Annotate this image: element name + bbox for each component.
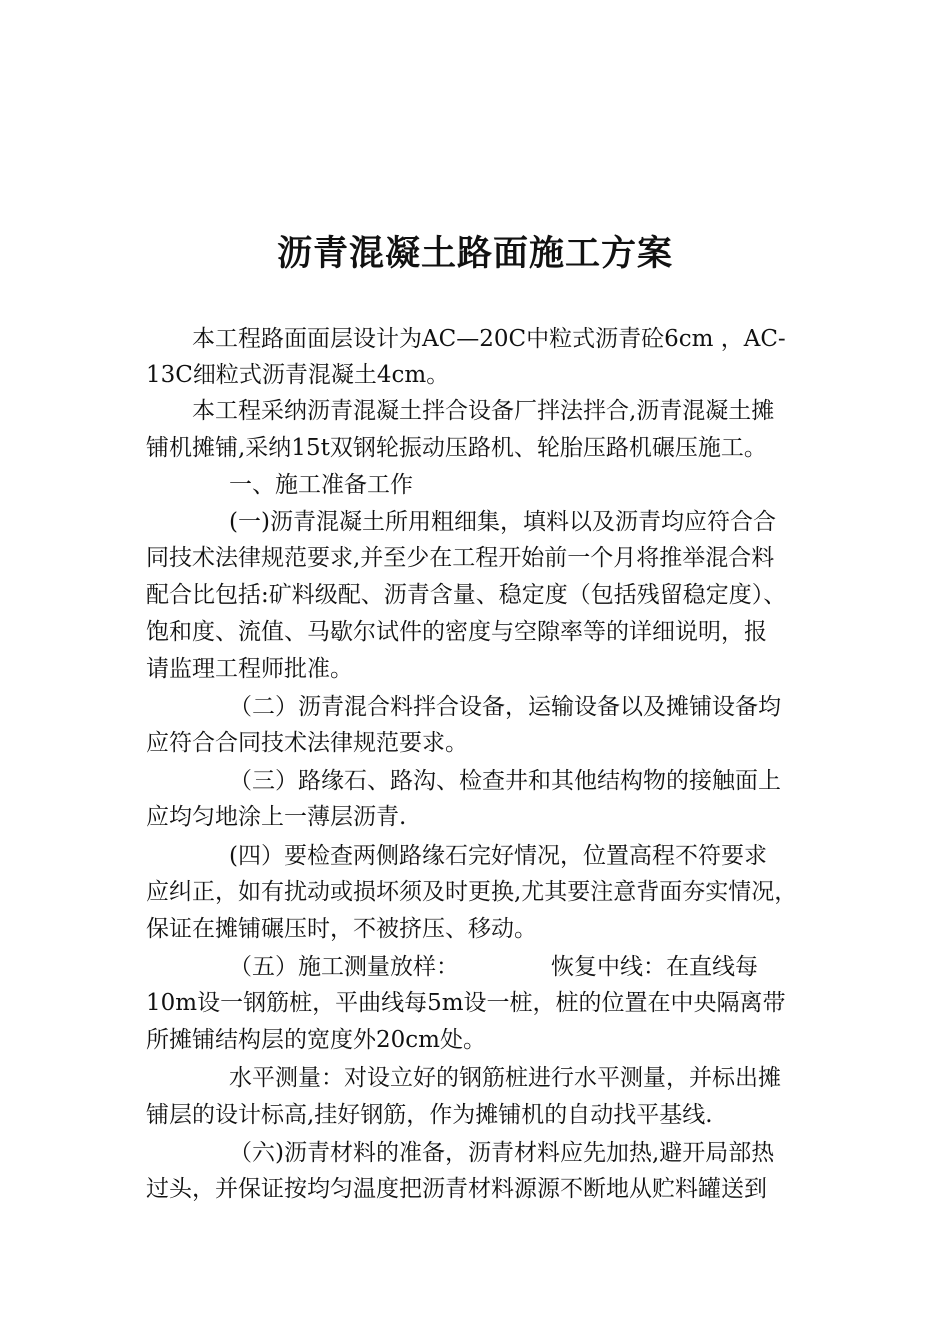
paragraph-line: 铺机摊铺,采纳15t双钢轮振动压路机、轮胎压路机碾压施工。 <box>146 435 767 461</box>
paragraph-line: 饱和度、流值、马歇尔试件的密度与空隙率等的详细说明，报 <box>146 619 767 645</box>
paragraph-line: （三）路缘石、路沟、检查井和其他结构物的接触面上 <box>229 768 781 794</box>
paragraph-line: 应均匀地涂上一薄层沥青. <box>146 804 407 830</box>
document-title: 沥青混凝土路面施工方案 <box>276 234 673 274</box>
paragraph-line: 13C细粒式沥青混凝土4cm。 <box>146 362 450 388</box>
paragraph-line: (一)沥青混凝土所用粗细集，填料以及沥青均应符合合 <box>229 509 776 535</box>
paragraph-line: 10m设一钢筋桩，平曲线每5m设一桩，桩的位置在中央隔离带 <box>146 990 786 1016</box>
paragraph-line: 本工程采纳沥青混凝土拌合设备厂拌法拌合,沥青混凝土摊 <box>192 398 775 424</box>
paragraph-line: 本工程路面面层设计为AC—20C中粒式沥青砼6cm ，AC- <box>192 326 786 352</box>
paragraph-line: （六)沥青材料的准备，沥青材料应先加热,避开局部热 <box>229 1140 775 1166</box>
paragraph-line: 水平测量：对设立好的钢筋桩进行水平测量，并标出摊 <box>229 1065 781 1091</box>
paragraph-line: （五）施工测量放样： <box>229 954 459 980</box>
paragraph-line: 配合比包括:矿料级配、沥青含量、稳定度（包括残留稳定度）、 <box>146 582 787 608</box>
section-heading: 一、施工准备工作 <box>229 472 413 498</box>
paragraph-line: 应符合合同技术法律规范要求。 <box>146 730 468 756</box>
paragraph-line: 过头，并保证按均匀温度把沥青材料源源不断地从贮料罐送到 <box>146 1176 767 1202</box>
paragraph-line: （二）沥青混合料拌合设备，运输设备以及摊铺设备均 <box>229 694 781 720</box>
paragraph-line: 应纠正，如有扰动或损坏须及时更换,尤其要注意背面夯实情况， <box>146 879 798 905</box>
paragraph-line: (四）要检查两侧路缘石完好情况，位置高程不符要求 <box>229 843 767 869</box>
paragraph-line: 铺层的设计标高,挂好钢筋，作为摊铺机的自动找平基线. <box>146 1102 713 1128</box>
paragraph-line: 同技术法律规范要求,并至少在工程开始前一个月将推举混合料 <box>146 545 775 571</box>
paragraph-line: 保证在摊铺碾压时，不被挤压、移动。 <box>146 916 537 942</box>
paragraph-line: 所摊铺结构层的宽度外20cm处。 <box>146 1027 486 1053</box>
paragraph-line: 请监理工程师批准。 <box>146 656 353 682</box>
paragraph-line: 恢复中线：在直线每 <box>551 954 758 980</box>
